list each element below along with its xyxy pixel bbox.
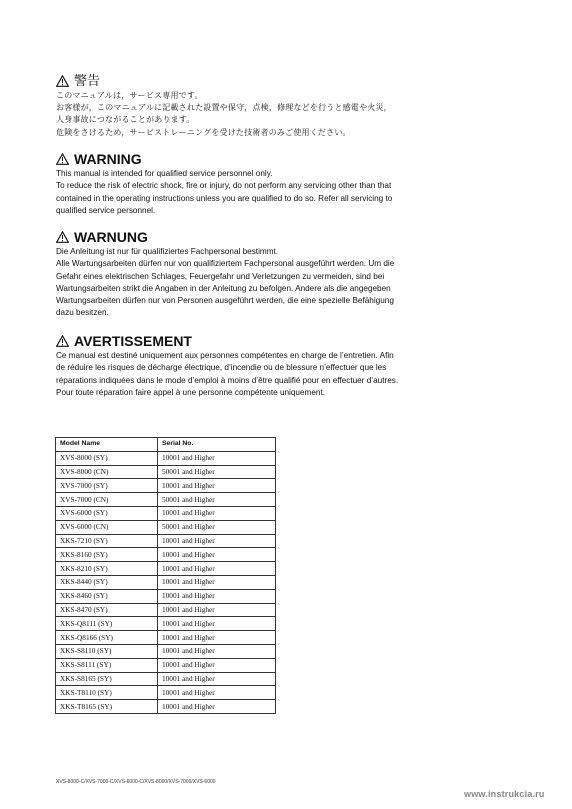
warning-line: Die Anleitung ist nur für qualifiziertes Fachpersonal bestimmt. [56, 247, 279, 256]
table-row [56, 548, 276, 562]
warning-body-de [56, 246, 456, 320]
table-row [56, 589, 276, 603]
model-name-cell: XKS-8440 (SY) [56, 575, 158, 589]
model-name-cell: XVS-7000 (CN) [56, 493, 158, 507]
warning-line: dazu besitzen. [56, 308, 109, 318]
warning-heading-en-text: WARNING [74, 151, 142, 167]
model-name-cell: XKS-S8110 (SY) [56, 644, 158, 658]
table-row [56, 644, 276, 658]
warning-line: This manual is intended for qualified service personnel only. [56, 169, 273, 178]
serial-no-header: Serial No. [158, 438, 276, 452]
warning-heading-ja [56, 73, 456, 89]
warning-heading-ja-text: 警告 [74, 73, 101, 88]
warning-heading-fr-text: AVERTISSEMENT [74, 333, 192, 349]
model-name-cell: XKS-8210 (SY) [56, 562, 158, 576]
warning-heading-en [56, 151, 456, 167]
warning-line: このマニュアルは，サービス専用です。 [56, 91, 203, 100]
table-header-row [56, 438, 276, 452]
serial-no-cell: 10001 and Higher [158, 589, 276, 603]
warning-body-fr [56, 350, 456, 399]
serial-no-cell: 10001 and Higher [158, 658, 276, 672]
model-name-cell: XKS-8460 (SY) [56, 589, 158, 603]
model-name-cell: XKS-Q8111 (SY) [56, 617, 158, 631]
warning-triangle-icon [56, 75, 69, 87]
warning-triangle-icon [56, 335, 69, 347]
model-name-cell: XKS-8160 (SY) [56, 548, 158, 562]
model-name-cell: XKS-T8110 (SY) [56, 686, 158, 700]
table-row [56, 658, 276, 672]
warning-line: de réduire les risques de décharge électrique, d’incendie ou de blessure n’effectuer que les [56, 363, 387, 373]
serial-no-cell: 10001 and Higher [158, 506, 276, 520]
table-row [56, 617, 276, 631]
warning-body-ja [56, 90, 456, 139]
warning-line: 人身事故につながることがあります。 [56, 115, 195, 125]
warning-line: réparations indiquées dans le mode d’emploi à moins d’être qualifié pour en effectuer d’autres. [56, 375, 399, 385]
serial-no-cell: 10001 and Higher [158, 700, 276, 714]
table-row [56, 700, 276, 714]
table-row [56, 520, 276, 534]
serial-no-cell: 10001 and Higher [158, 603, 276, 617]
model-name-cell: XKS-7210 (SY) [56, 534, 158, 548]
warning-line: contained in the operating instructions unless you are qualified to do so. Refer all servicing to [56, 193, 393, 203]
warning-line: お客様が，このマニュアルに記載された設置や保守，点検，修理などを行うと感電や火災， [56, 103, 392, 113]
model-name-cell: XKS-S8165 (SY) [56, 672, 158, 686]
warning-line: Wartungsarbeiten dürfen nur von Personen ausgeführt werden, die eine spezielle Befähigung [56, 296, 394, 306]
serial-no-cell: 10001 and Higher [158, 534, 276, 548]
warning-line: To reduce the risk of electric shock, fire or injury, do not perform any servicing other than that [56, 181, 392, 191]
table-row [56, 562, 276, 576]
serial-no-cell: 50001 and Higher [158, 520, 276, 534]
model-name-cell: XKS-T8165 (SY) [56, 700, 158, 714]
model-name-cell: XVS-7000 (SY) [56, 479, 158, 493]
warning-triangle-icon [56, 231, 69, 243]
warning-section-en [56, 151, 456, 217]
serial-no-cell: 10001 and Higher [158, 575, 276, 589]
serial-no-cell: 10001 and Higher [158, 672, 276, 686]
warning-line: Ce manual est destiné uniquement aux personnes compétentes en charge de l’entretien. Afin [56, 351, 394, 360]
model-name-cell: XVS-6000 (CN) [56, 520, 158, 534]
serial-no-cell: 10001 and Higher [158, 548, 276, 562]
model-serial-table [55, 437, 276, 714]
warning-line: qualified service personnel. [56, 205, 156, 215]
table-row [56, 686, 276, 700]
table-row [56, 534, 276, 548]
table-row [56, 603, 276, 617]
warning-section-ja [56, 73, 456, 139]
serial-no-cell: 10001 and Higher [158, 631, 276, 645]
model-name-cell: XKS-S8111 (SY) [56, 658, 158, 672]
warning-body-en [56, 168, 456, 217]
serial-no-cell: 10001 and Higher [158, 562, 276, 576]
serial-no-cell: 10001 and Higher [158, 686, 276, 700]
warning-line: 危険をさけるため，サービストレーニングを受けた技術者のみご使用ください。 [56, 127, 351, 137]
model-name-header: Model Name [56, 438, 158, 452]
warning-line: Wartungsarbeiten strikt die Angaben in der Anleitung zu befolgen. Andere als die angegeben [56, 283, 391, 293]
serial-no-cell: 10001 and Higher [158, 617, 276, 631]
table-row [56, 631, 276, 645]
warning-triangle-icon [56, 153, 69, 165]
table-row [56, 493, 276, 507]
model-name-cell: XVS-8000 (CN) [56, 465, 158, 479]
table-row [56, 672, 276, 686]
serial-no-cell: 50001 and Higher [158, 465, 276, 479]
table-row [56, 479, 276, 493]
warning-section-fr [56, 333, 456, 399]
model-name-cell: XKS-Q8166 (SY) [56, 631, 158, 645]
model-name-cell: XVS-8000 (SY) [56, 451, 158, 465]
serial-no-cell: 10001 and Higher [158, 451, 276, 465]
warning-heading-fr [56, 333, 456, 349]
table-row [56, 451, 276, 465]
warning-heading-de-text: WARNUNG [74, 229, 148, 245]
warning-line: Pour toute réparation faire appel à une personne compétente uniquement. [56, 387, 326, 397]
warning-heading-de [56, 229, 456, 245]
model-name-cell: XVS-6000 (SY) [56, 506, 158, 520]
table-row [56, 465, 276, 479]
table-body [56, 451, 276, 713]
model-name-cell: XKS-8470 (SY) [56, 603, 158, 617]
document-footer: XVS-8000-C/XVS-7000-C/XVS-6000-C/XVS-8000/XVS-7000/XVS-6000 [56, 779, 216, 785]
warning-line: Alle Wartungsarbeiten dürfen nur von qualifiziertem Fachpersonal ausgeführt werden. Um die [56, 259, 395, 269]
watermark: www.instrukcia.ru [464, 789, 545, 799]
warning-section-de [56, 229, 456, 320]
serial-no-cell: 10001 and Higher [158, 644, 276, 658]
table-row [56, 506, 276, 520]
table-row [56, 575, 276, 589]
serial-no-cell: 10001 and Higher [158, 479, 276, 493]
serial-no-cell: 50001 and Higher [158, 493, 276, 507]
warning-line: Gefahr eines elektrischen Schlages, Feuergefahr und Verletzungen zu vermeiden, sind bei [56, 271, 385, 281]
